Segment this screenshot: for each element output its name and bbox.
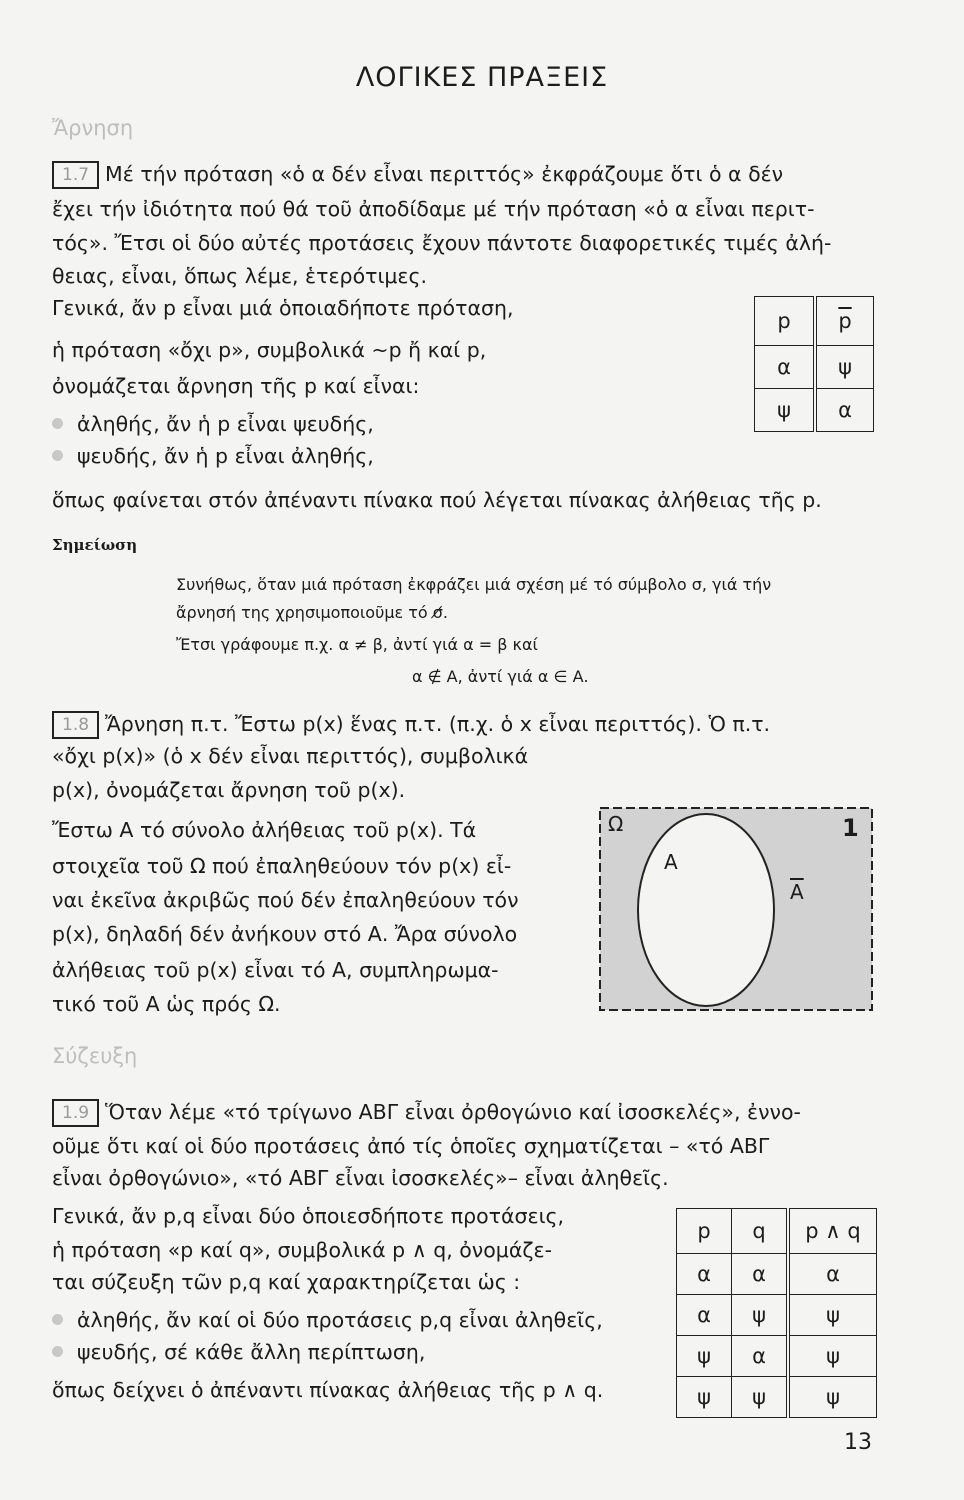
page-title: ΛΟΓΙΚΕΣ ΠΡΑΞΕΙΣ — [355, 62, 609, 93]
table-cell: α — [755, 346, 816, 389]
table-cell: ψ — [755, 389, 816, 432]
bullet-icon — [52, 450, 63, 461]
note-line-2: ἄρνησή της χρησιμοποιοῦμε τό σ̸. — [176, 603, 448, 622]
section-heading-conjunction: Σύζευξη — [52, 1044, 138, 1068]
bullet-icon — [52, 1346, 63, 1357]
negation-definition-line-3: ὀνομάζεται ἄρνηση τῆς p καί εἶναι: — [52, 374, 420, 398]
universe-label: Ω — [608, 812, 624, 836]
table-header: q — [732, 1209, 789, 1254]
venn-diagram — [598, 806, 874, 1012]
table-cell: ψ — [732, 1295, 789, 1336]
table-cell: α — [677, 1295, 732, 1336]
set-a-label: Α — [664, 850, 678, 874]
table-header: p — [755, 297, 816, 346]
note-heading: Σημείωση — [52, 536, 138, 554]
bullet-icon — [52, 418, 63, 429]
table-cell: α — [677, 1254, 732, 1295]
complement-label: $\overline{A}$ — [790, 880, 804, 904]
paragraph-1-8-line-2: «ὄχι p(x)» (ὁ x δέν εἶναι περιττός), συμβολικά — [52, 744, 529, 768]
negation-bullet-false: ψευδής, ἄν ἡ p εἶναι ἀληθής, — [52, 440, 374, 473]
paragraph-1-7-line-2: ἔχει τήν ἰδιότητα πού θά τοῦ ἀποδίδαμε μέ τήν πρόταση «ὁ α εἶναι περιτ- — [52, 197, 815, 221]
table-cell: α — [815, 389, 874, 432]
page-number: 13 — [844, 1430, 872, 1455]
set-text-line-6: τικό τοῦ Α ὡς πρός Ω. — [52, 992, 281, 1016]
note-line-3: Ἔτσι γράφουμε π.χ. α ≠ β, ἀντί γιά α = β καί — [176, 635, 538, 654]
figure-number: 1 — [842, 814, 859, 842]
paragraph-number-1-7: 1.7 — [52, 161, 99, 189]
table-cell: α — [732, 1254, 789, 1295]
table-cell: ψ — [788, 1295, 877, 1336]
conjunction-truth-table — [676, 1208, 877, 1418]
conjunction-definition-line-1: Γενικά, ἄν p,q εἶναι δύο ὁποιεσδήποτε προτάσεις, — [52, 1204, 565, 1228]
conjunction-bullet-true: ἀληθής, ἄν καί οἱ δύο προτάσεις p,q εἶναι ἀληθεῖς, — [52, 1304, 603, 1337]
negation-definition-line-2: ἡ πρόταση «ὄχι p», συμβολικά ~p ἤ καί p, — [52, 338, 487, 362]
negation-definition-line-1: Γενικά, ἄν p εἶναι μιά ὁποιαδήποτε πρόταση, — [52, 296, 514, 320]
conjunction-bullet-false: ψευδής, σέ κάθε ἄλλη περίπτωση, — [52, 1336, 425, 1369]
table-cell: ψ — [732, 1377, 789, 1418]
set-text-line-1: Ἔστω Α τό σύνολο ἀλήθειας τοῦ p(x). Τά — [52, 818, 477, 842]
note-line-4: α ∉ Α, ἀντί γιά α ∈ Α. — [412, 667, 589, 686]
table-cell: α — [732, 1336, 789, 1377]
table-cell: ψ — [677, 1377, 732, 1418]
paragraph-1-7-line-1: 1.7 Μέ τήν πρόταση «ὁ α δέν εἶναι περιττός» ἐκφράζουμε ὅτι ὁ α δέν — [52, 158, 783, 191]
set-text-line-2: στοιχεῖα τοῦ Ω πού ἐπαληθεύουν τόν p(x) εἶ- — [52, 854, 512, 878]
table-header: p ∧ q — [788, 1209, 877, 1254]
paragraph-number-1-9: 1.9 — [52, 1099, 99, 1127]
set-text-line-3: ναι ἐκεῖνα ἀκριβῶς πού δέν ἐπαληθεύουν τόν — [52, 888, 519, 912]
set-text-line-5: ἀλήθειας τοῦ p(x) εἶναι τό Α, συμπληρωμα- — [52, 958, 499, 982]
paragraph-1-8-line-1: 1.8 Ἄρνηση π.τ. Ἔστω p(x) ἕνας π.τ. (π.χ. ὁ x εἶναι περιττός). Ὁ π.τ. — [52, 708, 770, 741]
table-cell: ψ — [788, 1336, 877, 1377]
paragraph-1-7-line-3: τός». Ἔτσι οἱ δύο αὐτές προτάσεις ἔχουν πάντοτε διαφορετικές τιμές ἀλή- — [52, 231, 832, 255]
paragraph-1-9-line-1: 1.9 Ὅταν λέμε «τό τρίγωνο ΑΒΓ εἶναι ὀρθογώνιο καί ἰσοσκελές», ἐννο- — [52, 1096, 801, 1129]
table-cell: α — [788, 1254, 877, 1295]
conjunction-conclusion: ὅπως δείχνει ὁ ἀπέναντι πίνακας ἀλήθειας τῆς p ∧ q. — [52, 1378, 604, 1402]
paragraph-1-9-line-3: εἶναι ὀρθογώνιο», «τό ΑΒΓ εἶναι ἰσοσκελές»– εἶναι ἀληθεῖς. — [52, 1166, 669, 1190]
set-a-ellipse — [638, 814, 774, 1006]
venn-diagram-svg — [598, 806, 874, 1012]
table-header: $\overline{p}$ — [815, 297, 874, 346]
conjunction-definition-line-3: ται σύζευξη τῶν p,q καί χαρακτηρίζεται ὡς : — [52, 1270, 521, 1294]
negation-truth-table — [754, 296, 874, 432]
set-text-line-4: p(x), δηλαδή δέν ἀνήκουν στό Α. Ἄρα σύνολο — [52, 922, 518, 946]
paragraph-1-9-line-2: οῦμε ὅτι καί οἱ δύο προτάσεις ἀπό τίς ὁποῖες σχηματίζεται – «τό ΑΒΓ — [52, 1134, 770, 1158]
negation-bullet-true: ἀληθής, ἄν ἡ p εἶναι ψευδής, — [52, 408, 374, 441]
conjunction-definition-line-2: ἡ πρόταση «p καί q», συμβολικά p ∧ q, ὀνομάζε- — [52, 1238, 552, 1262]
bullet-icon — [52, 1314, 63, 1325]
paragraph-1-8-line-3: p(x), ὀνομάζεται ἄρνηση τοῦ p(x). — [52, 778, 406, 802]
negation-conclusion: ὅπως φαίνεται στόν ἀπέναντι πίνακα πού λέγεται πίνακας ἀλήθειας τῆς p. — [52, 488, 822, 512]
table-cell: ψ — [677, 1336, 732, 1377]
paragraph-1-7-line-4: θειας, εἶναι, ὅπως λέμε, ἑτερότιμες. — [52, 264, 428, 288]
table-cell: ψ — [788, 1377, 877, 1418]
section-heading-negation: Ἄρνηση — [52, 116, 134, 140]
note-line-1: Συνήθως, ὅταν μιά πρόταση ἐκφράζει μιά σχέση μέ τό σύμβολο σ, γιά τήν — [176, 575, 772, 594]
table-header: p — [677, 1209, 732, 1254]
table-cell: ψ — [815, 346, 874, 389]
paragraph-number-1-8: 1.8 — [52, 711, 99, 739]
